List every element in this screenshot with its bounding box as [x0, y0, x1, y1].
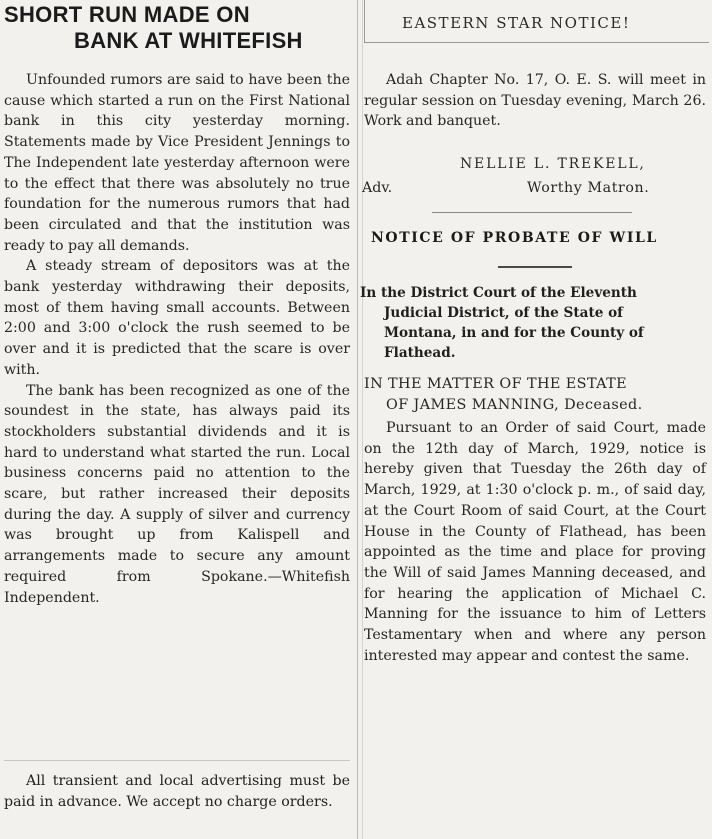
eastern-star-body: [364, 70, 706, 132]
article-body: [4, 70, 350, 608]
estate-matter-heading: [364, 374, 706, 416]
article-headline-line1: SHORT RUN MADE ON: [4, 2, 250, 27]
probate-notice-title: NOTICE OF PROBATE OF WILL: [371, 230, 658, 246]
column-divider-shadow: [362, 0, 363, 839]
article-headline-line2: BANK AT WHITEFISH: [74, 28, 303, 53]
signature-title: Worthy Matron.: [527, 180, 650, 196]
signature-adv: Adv.: [362, 180, 393, 196]
advertising-notice: [4, 771, 350, 812]
article-paragraph: A steady stream of depositors was at the bank yesterday withdrawing their deposits, most of them having small accounts. Between 2:00 and 3:00 o'clock the rush seemed to be over and it is predicted that the scare is over with.: [4, 258, 350, 378]
column-divider: [357, 0, 358, 839]
article-paragraph: The bank has been recognized as one of the soundest in the state, has always paid its stockholders substantial dividends and it is hard to understand what started the run. Local business concerns paid no attention to the scare, but rather increased their deposits during the day. A supply of silver and currency was brought up from Kalispell and arrangements made to secure any amount required from Spokane.—Whitefish Independent.: [4, 382, 350, 606]
advertising-notice-text: All transient and local advertising must be paid in advance. We accept no charge orders.: [4, 773, 350, 810]
eastern-star-title: EASTERN STAR NOTICE!: [402, 14, 631, 32]
court-line: In the District Court of the Eleventh: [360, 285, 637, 301]
title-underline: [498, 266, 572, 268]
court-heading: [360, 283, 706, 363]
court-line: Judicial District, of the State of: [384, 305, 624, 321]
court-line: Montana, in and for the County of: [384, 325, 644, 341]
article-paragraph: Unfounded rumors are said to have been the cause which started a run on the First National bank in this city yesterday morning. Statements made by Vice President Jennings to The Independent late yesterday afternoon were to the effect that there was absolutely no true foundation for the numerous rumors that had been circulated and that the institution was ready to pay all demands.: [4, 72, 350, 254]
section-divider: [4, 760, 350, 761]
probate-text: Pursuant to an Order of said Court, made on the 12th day of March, 1929, notice is hereby given that Tuesday the 26th day of March, 1929, at 1:30 o'clock p. m., of said day, at the Court Room of said Court, at the Court House in the County of Flathead, has been appointed as the time and place for proving the Will of said James Manning deceased, and for hearing the application of Michael C. Manning for the issuance to him of Letters Testamentary when and where any person interested may appear and contest the same.: [364, 420, 706, 664]
signature-name: NELLIE L. TREKELL,: [460, 156, 646, 172]
matter-line: OF JAMES MANNING, Deceased.: [386, 397, 643, 413]
matter-line: IN THE MATTER OF THE ESTATE: [364, 376, 628, 392]
notice-separator: [432, 212, 632, 213]
eastern-star-text: Adah Chapter No. 17, O. E. S. will meet in regular session on Tuesday evening, March 26. Work and banquet.: [364, 72, 706, 130]
court-line: Flathead.: [384, 345, 456, 361]
probate-body: [364, 418, 706, 666]
